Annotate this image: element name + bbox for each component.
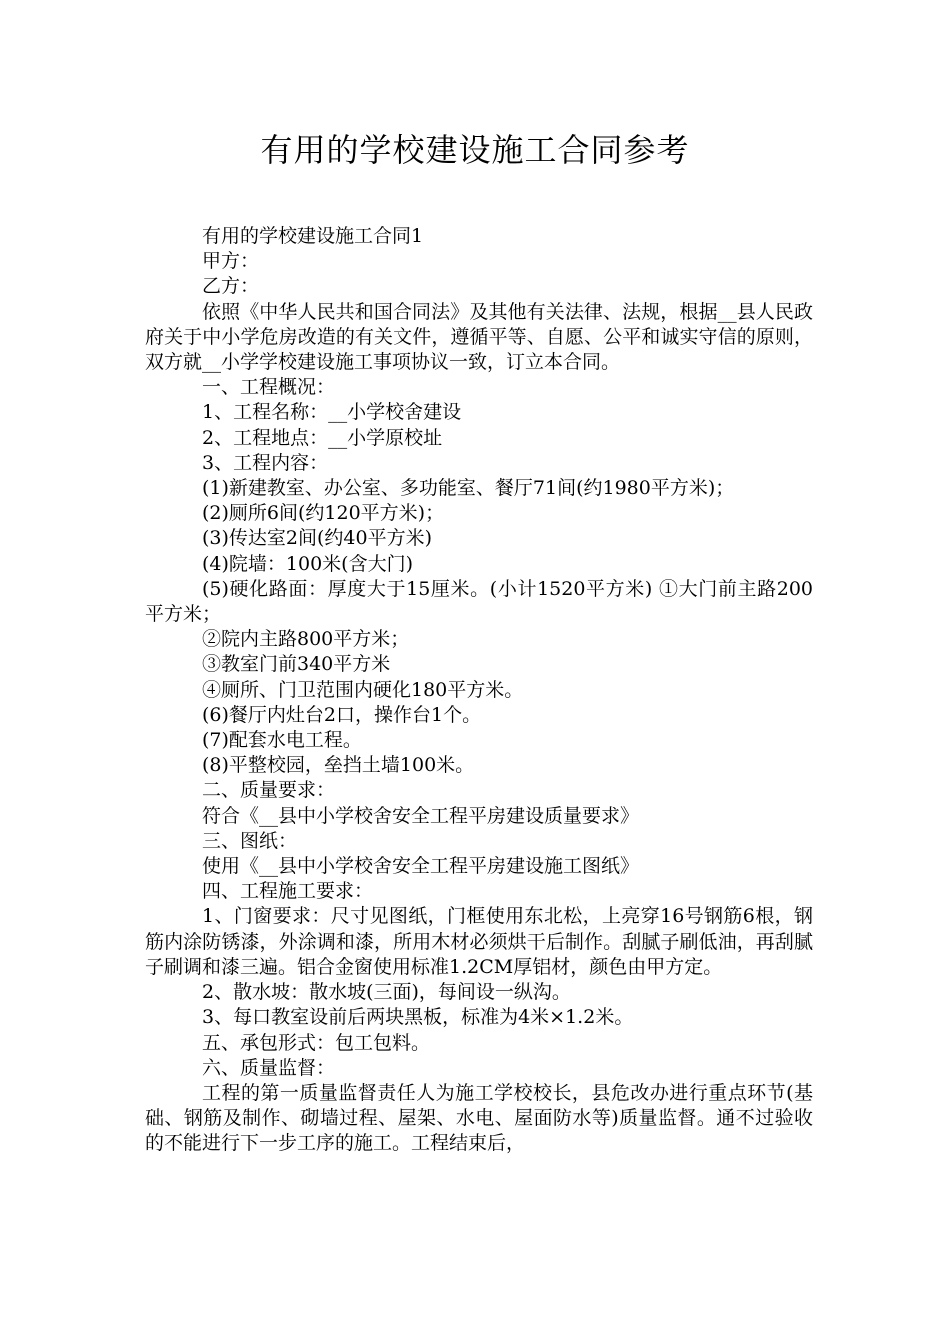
party-b-line: 乙方： [202,275,260,298]
paragraph: 使用《__县中小学校舍安全工程平房建设施工图纸》 [202,855,640,878]
list-item: (3)传达室2间(约40平方米) [202,527,433,550]
list-item: 1、工程名称：__小学校舍建设 [202,401,462,424]
list-item: (2)厕所6间(约120平方米)； [202,502,445,525]
preamble-paragraph: 依照《中华人民共和国合同法》及其他有关法律、法规，根据__县人民政府关于中小学危房改造的有关文件，遵循平等、自愿、公平和诚实守信的原则，双方就__小学学校建设施工事项协议一致，订立本合同。 [145,300,813,374]
list-item: 2、散水坡：散水坡(三面)，每间设一纵沟。 [202,981,571,1004]
list-item: (4)院墙：100米(含大门) [202,552,414,575]
section-heading: 三、图纸： [202,829,298,852]
list-item: (5)硬化路面：厚度大于15厘米。(小计1520平方米) ①大门前主路200平方米； [145,577,813,626]
list-item: ④厕所、门卫范围内硬化180平方米。 [202,678,524,701]
list-item: 3、工程内容： [202,451,329,474]
contract-heading: 有用的学校建设施工合同1 [202,225,424,247]
list-item: 1、门窗要求：尺寸见图纸，门框使用东北松，上亮穿16号钢筋6根，钢筋内涂防锈漆，外涂调和漆，所用木材必须烘干后制作。刮腻子刷低油，再刮腻子刷调和漆三遍。铝合金窗使用标准1.2CM厚铝材，颜色由甲方定。 [145,905,813,978]
list-item: (7)配套水电工程。 [202,729,362,752]
document-body [145,224,813,1157]
section-heading: 四、工程施工要求： [202,880,374,903]
list-item: 3、每口教室设前后两块黑板，标准为4米×1.2米。 [202,1006,634,1029]
section-heading: 一、工程概况： [202,376,336,399]
party-a-line: 甲方： [202,250,260,273]
list-item: 2、工程地点：__小学原校址 [202,426,443,449]
list-item: (1)新建教室、办公室、多功能室、餐厅71间(约1980平方米)； [202,477,735,500]
section-heading: 五、承包形式：包工包料。 [202,1031,431,1054]
list-item: ③教室门前340平方米 [202,653,391,676]
section-heading: 六、质量监督： [202,1056,336,1079]
list-item: ②院内主路800平方米； [202,628,410,651]
document-title: 有用的学校建设施工合同参考 [260,131,690,169]
list-item: (8)平整校园，垒挡土墙100米。 [202,754,475,777]
list-item: (6)餐厅内灶台2口，操作台1个。 [202,703,482,726]
section-heading: 二、质量要求： [202,779,336,802]
paragraph: 符合《__县中小学校舍安全工程平房建设质量要求》 [202,804,640,827]
paragraph: 工程的第一质量监督责任人为施工学校校长，县危改办进行重点环节(基础、钢筋及制作、砌墙过程、屋架、水电、屋面防水等)质量监督。通不过验收的不能进行下一步工序的施工。工程结束后， [145,1081,813,1155]
